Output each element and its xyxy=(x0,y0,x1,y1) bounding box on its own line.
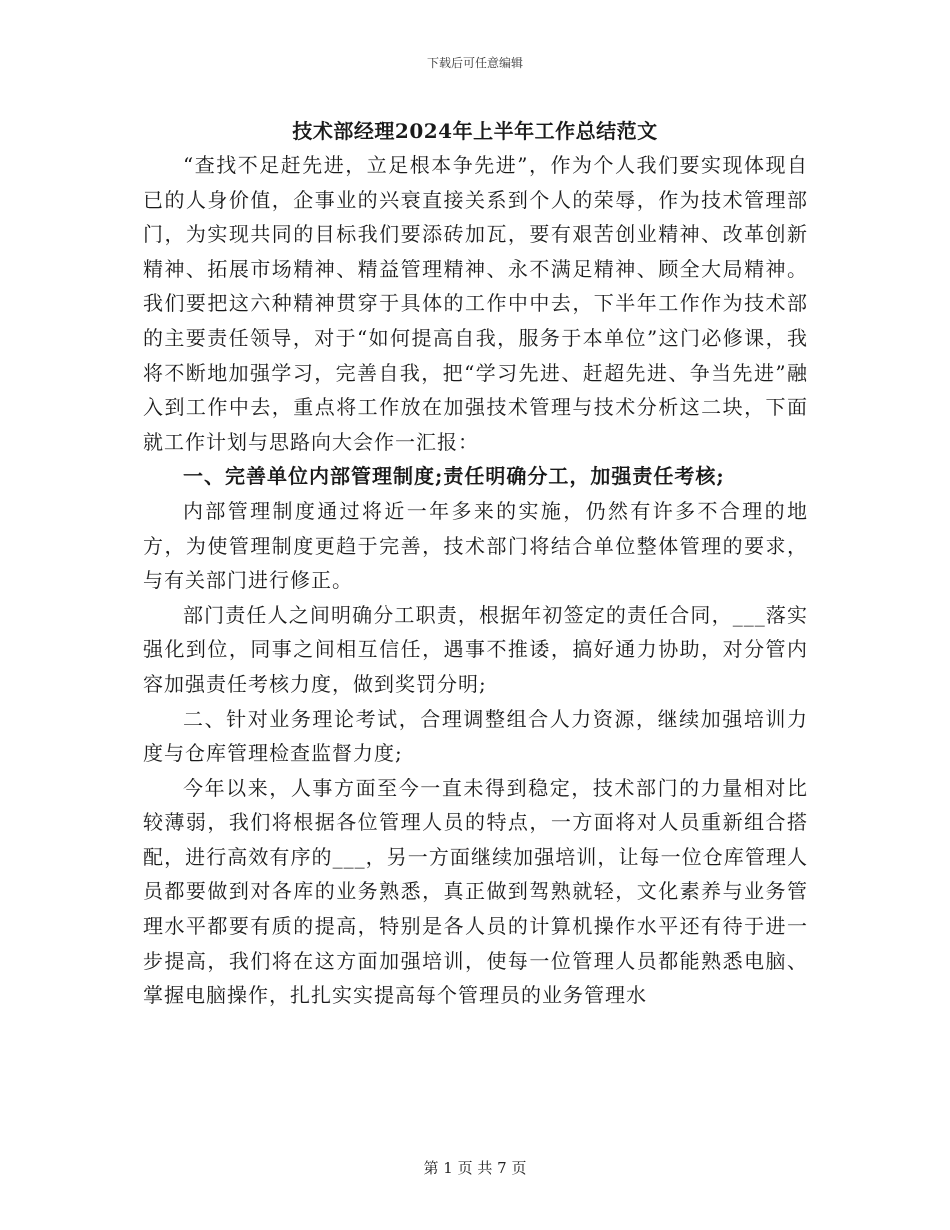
section-heading-1: 一、完善单位内部管理制度;责任明确分工，加强责任考核; xyxy=(183,464,725,489)
header-note: 下载后可任意编辑 xyxy=(426,56,523,70)
paragraph-responsibility: 部门责任人之间明确分工职责，根据年初签定的责任合同，___落实强化到位，同事之间相互信任，遇事不推诿，搞好通力协助，对分管内容加强责任考核力度，做到奖罚分明; xyxy=(143,602,808,696)
paragraph-training: 今年以来，人事方面至今一直未得到稳定，技术部门的力量相对比较薄弱，我们将根据各位管理人员的特点，一方面将对人员重新组合搭配，进行高效有序的___，另一方面继续加强培训，让每一位仓库管理人员都要做到对各库的业务熟悉，真正做到驾熟就轻，文化素养与业务管理水平都要有质的提高，特别是各人员的计算机操作水平还有待于进一步提高，我们将在这方面加强培训，使每一位管理人员都能熟悉电脑、掌握电脑操作，扎扎实实提高每个管理员的业务管理水 xyxy=(143,775,808,1008)
section-heading-2: 二、针对业务理论考试，合理调整组合人力资源，继续加强培训力度与仓库管理检查监督力度; xyxy=(143,706,808,766)
paragraph-intro: “查找不足赶先进，立足根本争先进”，作为个人我们要实现体现自已的人身价值，企事业的兴衰直接关系到个人的荣辱，作为技术管理部门，为实现共同的目标我们要添砖加瓦，要有艰苦创业精神、改革创新精神、拓展市场精神、精益管理精神、永不满足精神、顾全大局精神。我们要把这六种精神贯穿于具体的工作中中去，下半年工作作为技术部的主要责任领导，对于“如何提高自我，服务于本单位”这门必修课，我将不断地加强学习，完善自我，把“学习先进、赶超先进、争当先进”融入到工作中去，重点将工作放在加强技术管理与技术分析这二块，下面就工作计划与思路向大会作一汇报： xyxy=(143,153,808,454)
paragraph-management-system: 内部管理制度通过将近一年多来的实施，仍然有许多不合理的地方，为使管理制度更趋于完善，技术部门将结合单位整体管理的要求，与有关部门进行修正。 xyxy=(143,498,808,593)
page-number: 第 1 页 共 7 页 xyxy=(423,1159,527,1177)
document-body xyxy=(143,148,808,1013)
document-title: 技术部经理2024年上半年工作总结范文 xyxy=(292,119,658,143)
